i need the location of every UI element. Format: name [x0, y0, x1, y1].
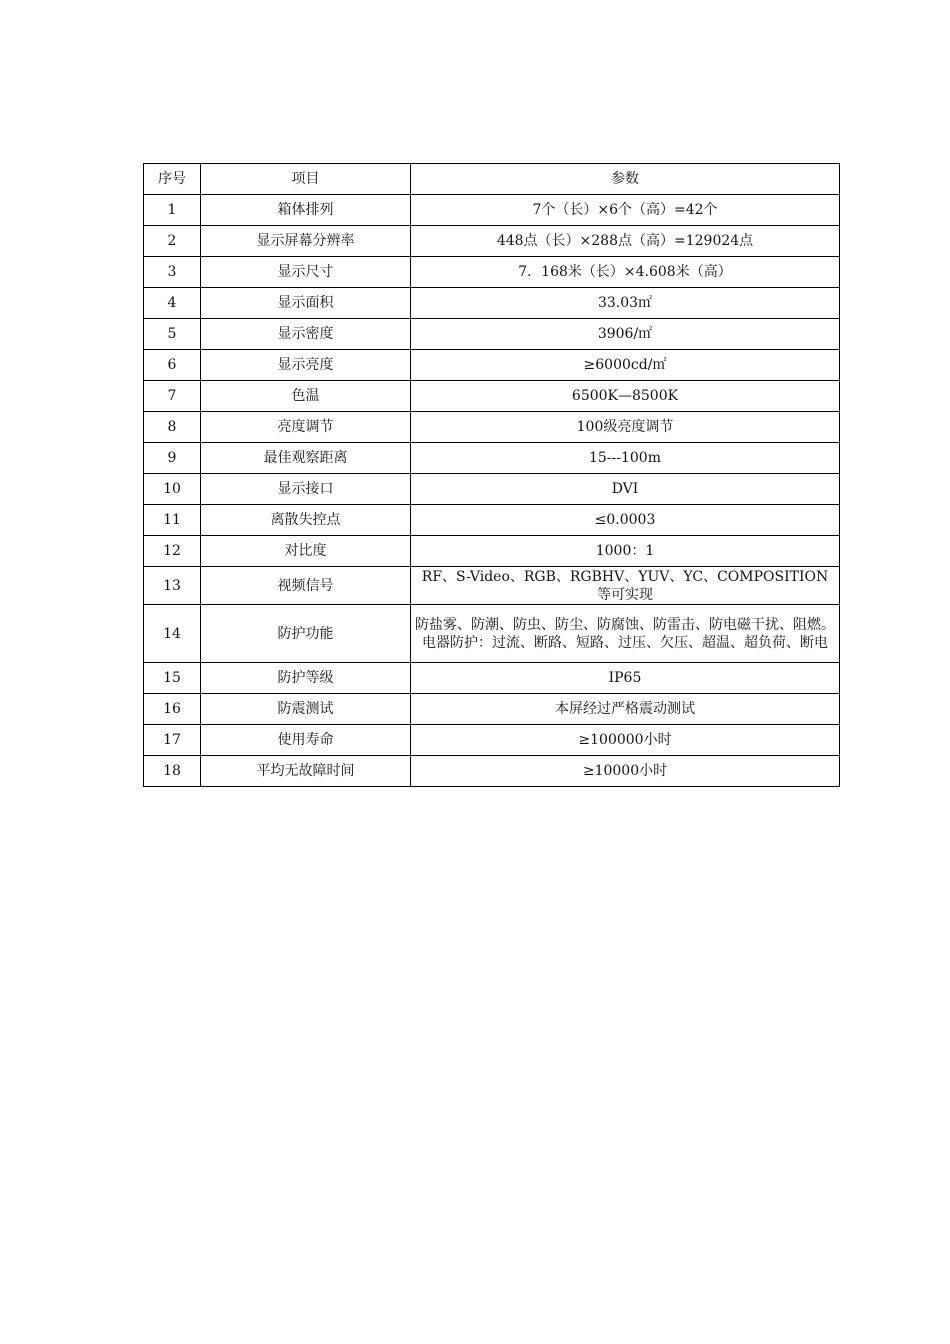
row-param: 100级亮度调节 [411, 412, 840, 443]
row-item: 显示屏幕分辨率 [201, 226, 411, 257]
spec-table [143, 163, 840, 787]
row-param: 448点（长）×288点（高）=129024点 [411, 226, 840, 257]
row-no: 5 [144, 319, 201, 350]
row-item: 最佳观察距离 [201, 443, 411, 474]
row-no: 18 [144, 756, 201, 787]
header-item: 项目 [201, 164, 411, 195]
row-item: 视频信号 [201, 567, 411, 605]
row-param: 1000：1 [411, 536, 840, 567]
table-row [144, 505, 840, 536]
row-no: 8 [144, 412, 201, 443]
row-param: 7．168米（长）×4.608米（高） [411, 257, 840, 288]
row-param: IP65 [411, 663, 840, 694]
row-param: 15---100m [411, 443, 840, 474]
row-no: 3 [144, 257, 201, 288]
row-param: 33.03㎡ [411, 288, 840, 319]
row-item: 防震测试 [201, 694, 411, 725]
table-header-row [144, 164, 840, 195]
header-no: 序号 [144, 164, 201, 195]
table-row [144, 605, 840, 663]
table-row [144, 443, 840, 474]
row-param: DVI [411, 474, 840, 505]
row-param: ≥10000小时 [411, 756, 840, 787]
table-row [144, 195, 840, 226]
row-no: 9 [144, 443, 201, 474]
row-param: 7个（长）×6个（高）=42个 [411, 195, 840, 226]
row-no: 4 [144, 288, 201, 319]
row-no: 13 [144, 567, 201, 605]
row-no: 10 [144, 474, 201, 505]
table-row [144, 257, 840, 288]
row-no: 7 [144, 381, 201, 412]
row-param: RF、S-Video、RGB、RGBHV、YUV、YC、COMPOSITION等可实现 [411, 567, 840, 605]
row-no: 17 [144, 725, 201, 756]
row-item: 对比度 [201, 536, 411, 567]
row-item: 显示尺寸 [201, 257, 411, 288]
table-row [144, 725, 840, 756]
row-param: ≥6000cd/㎡ [411, 350, 840, 381]
table-row [144, 474, 840, 505]
table-row [144, 567, 840, 605]
row-item: 防护等级 [201, 663, 411, 694]
table-row [144, 663, 840, 694]
row-param: ≤0.0003 [411, 505, 840, 536]
row-item: 离散失控点 [201, 505, 411, 536]
row-param: ≥100000小时 [411, 725, 840, 756]
row-item: 使用寿命 [201, 725, 411, 756]
row-item: 亮度调节 [201, 412, 411, 443]
table-row [144, 381, 840, 412]
table-row [144, 412, 840, 443]
table-row [144, 288, 840, 319]
row-item: 箱体排列 [201, 195, 411, 226]
row-item: 显示密度 [201, 319, 411, 350]
row-item: 显示接口 [201, 474, 411, 505]
row-item: 色温 [201, 381, 411, 412]
row-param: 防盐雾、防潮、防虫、防尘、防腐蚀、防雷击、防电磁干扰、阻燃。电器防护：过流、断路、短路、过压、欠压、超温、超负荷、断电 [411, 605, 840, 663]
table-row [144, 226, 840, 257]
table-row [144, 694, 840, 725]
row-no: 15 [144, 663, 201, 694]
row-no: 2 [144, 226, 201, 257]
table-row [144, 756, 840, 787]
row-item: 防护功能 [201, 605, 411, 663]
row-item: 显示亮度 [201, 350, 411, 381]
row-no: 12 [144, 536, 201, 567]
row-param: 3906/㎡ [411, 319, 840, 350]
row-param: 6500K—8500K [411, 381, 840, 412]
row-item: 平均无故障时间 [201, 756, 411, 787]
table-row [144, 319, 840, 350]
table-row [144, 350, 840, 381]
row-param: 本屏经过严格震动测试 [411, 694, 840, 725]
row-no: 14 [144, 605, 201, 663]
table-row [144, 536, 840, 567]
row-no: 6 [144, 350, 201, 381]
row-no: 1 [144, 195, 201, 226]
header-param: 参数 [411, 164, 840, 195]
row-item: 显示面积 [201, 288, 411, 319]
row-no: 11 [144, 505, 201, 536]
row-no: 16 [144, 694, 201, 725]
